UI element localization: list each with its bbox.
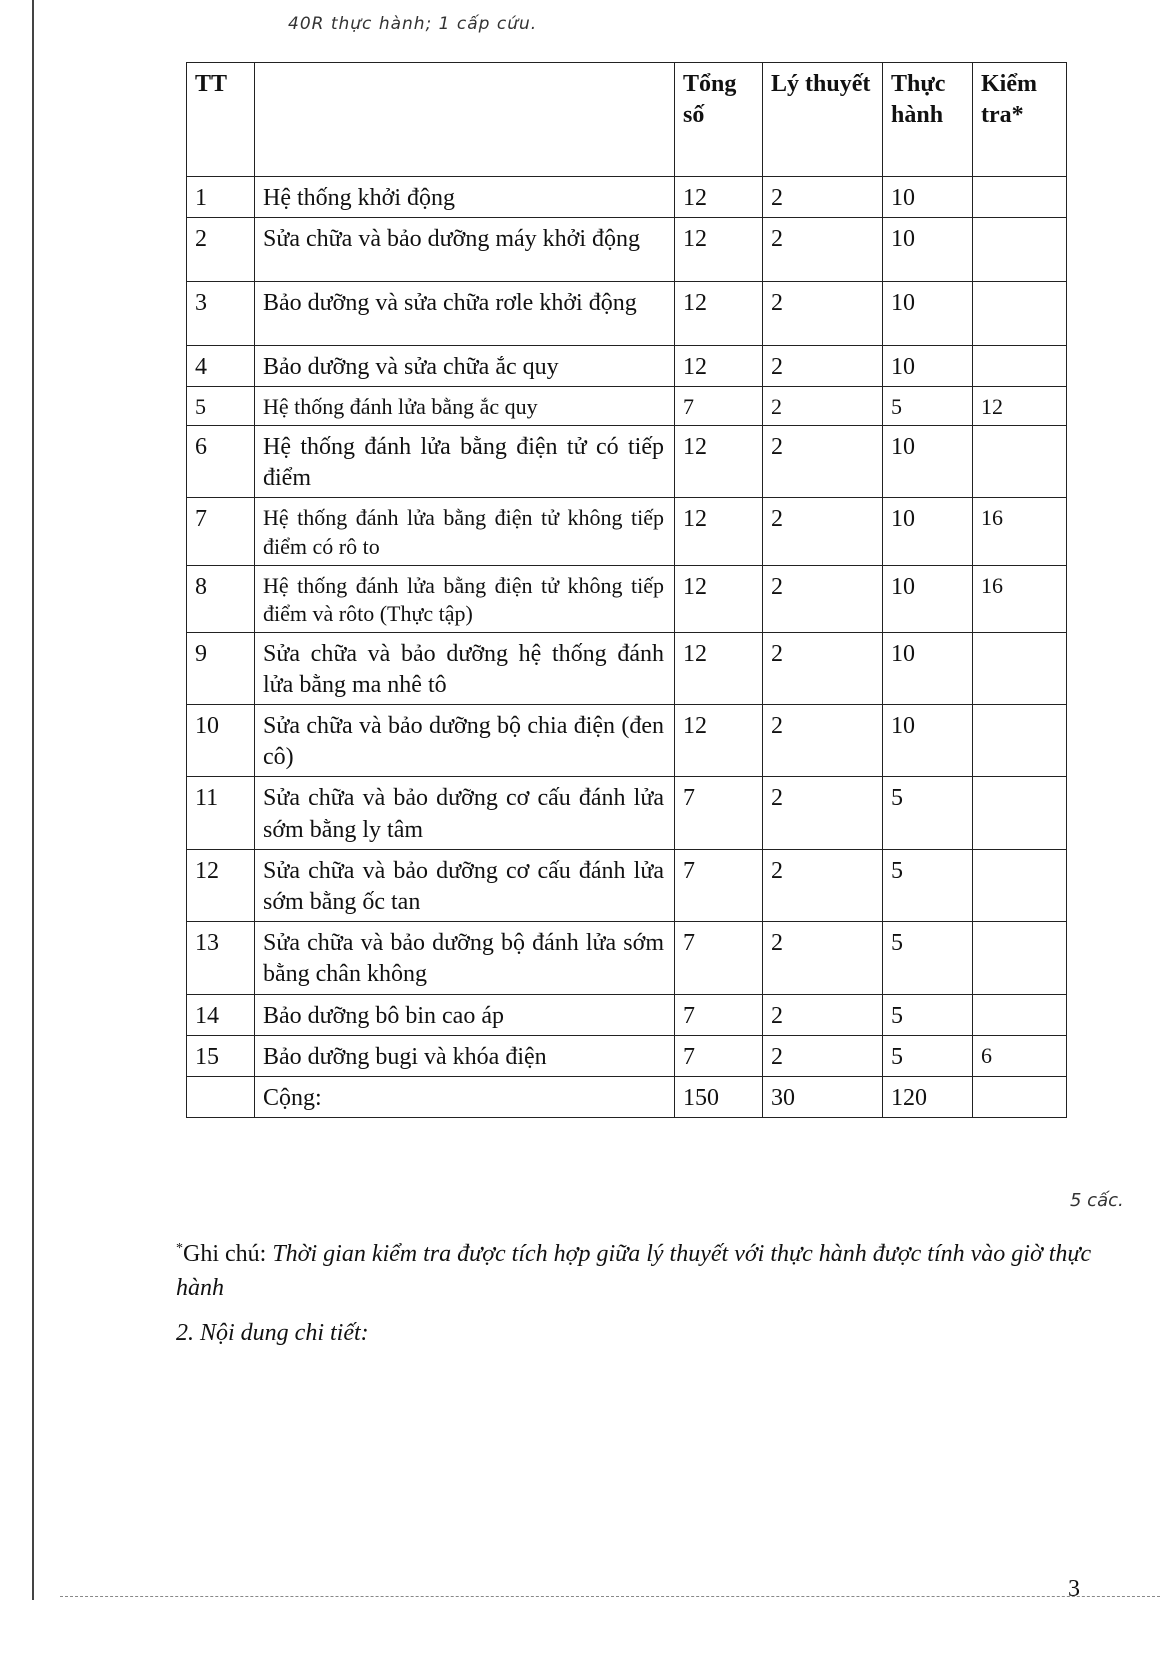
cell-kiem-tra (973, 177, 1067, 218)
cell-ly-thuyet: 2 (763, 498, 883, 565)
cell-total-thuc-hanh: 120 (883, 1076, 973, 1117)
cell-ly-thuyet: 2 (763, 994, 883, 1035)
cell-tong-so: 12 (675, 705, 763, 777)
header-name (255, 63, 675, 177)
cell-ly-thuyet: 2 (763, 777, 883, 849)
cell-ly-thuyet: 2 (763, 425, 883, 497)
cell-kiem-tra (973, 994, 1067, 1035)
cell-tong-so: 7 (675, 922, 763, 994)
cell-kiem-tra: 16 (973, 498, 1067, 565)
cell-ly-thuyet: 2 (763, 922, 883, 994)
table-header-row (187, 63, 1067, 177)
cell-ly-thuyet: 2 (763, 705, 883, 777)
cell-kiem-tra (973, 705, 1067, 777)
cell-ly-thuyet: 2 (763, 177, 883, 218)
cell-total-ly-thuyet: 30 (763, 1076, 883, 1117)
cell-tong-so: 7 (675, 387, 763, 426)
cell-name: Bảo dưỡng bugi và khóa điện (255, 1035, 675, 1076)
cell-tt: 6 (187, 425, 255, 497)
table-row (187, 565, 1067, 632)
cell-tt: 15 (187, 1035, 255, 1076)
table-row (187, 218, 1067, 282)
page-left-border (32, 0, 34, 1600)
cell-tong-so: 7 (675, 1035, 763, 1076)
table-row (187, 777, 1067, 849)
cell-ly-thuyet: 2 (763, 1035, 883, 1076)
cell-total-label: Cộng: (255, 1076, 675, 1117)
cell-ly-thuyet: 2 (763, 849, 883, 921)
cell-tt: 1 (187, 177, 255, 218)
cell-name: Hệ thống đánh lửa bằng điện tử không tiếp điểm và rôto (Thực tập) (255, 565, 675, 632)
cell-tong-so: 12 (675, 346, 763, 387)
cell-thuc-hanh: 10 (883, 282, 973, 346)
cell-thuc-hanh: 10 (883, 705, 973, 777)
cell-tt: 8 (187, 565, 255, 632)
cell-thuc-hanh: 10 (883, 346, 973, 387)
cell-tt: 4 (187, 346, 255, 387)
header-kiem-tra: Kiểm tra* (973, 63, 1067, 177)
cell-name: Sửa chữa và bảo dưỡng cơ cấu đánh lửa sớm bằng ly tâm (255, 777, 675, 849)
cell-ly-thuyet: 2 (763, 346, 883, 387)
table-row (187, 282, 1067, 346)
cell-tong-so: 12 (675, 218, 763, 282)
cell-thuc-hanh: 10 (883, 425, 973, 497)
footnote-star: * (176, 1241, 183, 1256)
cell-tt: 9 (187, 632, 255, 704)
footnote-label: Ghi chú: (183, 1241, 273, 1267)
table-row (187, 1035, 1067, 1076)
cell-kiem-tra (973, 346, 1067, 387)
page-number: 3 (1068, 1576, 1080, 1602)
cell-tong-so: 7 (675, 849, 763, 921)
table-row (187, 387, 1067, 426)
cell-kiem-tra (973, 632, 1067, 704)
cell-tong-so: 12 (675, 282, 763, 346)
cell-ly-thuyet: 2 (763, 632, 883, 704)
table-row (187, 922, 1067, 994)
header-ly-thuyet: Lý thuyết (763, 63, 883, 177)
cell-name: Sửa chữa và bảo dưỡng bộ chia điện (đen cô) (255, 705, 675, 777)
cell-kiem-tra: 6 (973, 1035, 1067, 1076)
cell-thuc-hanh: 5 (883, 994, 973, 1035)
cell-name: Hệ thống đánh lửa bằng điện tử có tiếp điểm (255, 425, 675, 497)
cell-tong-so: 12 (675, 498, 763, 565)
cell-name: Hệ thống đánh lửa bằng ắc quy (255, 387, 675, 426)
page-bottom-border (60, 1596, 1160, 1597)
table-row (187, 346, 1067, 387)
section-heading: 2. Nội dung chi tiết: (176, 1320, 369, 1346)
cell-name: Sửa chữa và bảo dưỡng hệ thống đánh lửa bằng ma nhê tô (255, 632, 675, 704)
cell-kiem-tra (973, 425, 1067, 497)
cell-tt: 11 (187, 777, 255, 849)
cell-tt: 10 (187, 705, 255, 777)
table-row (187, 498, 1067, 565)
cell-thuc-hanh: 5 (883, 777, 973, 849)
cell-name: Hệ thống khởi động (255, 177, 675, 218)
schedule-table (186, 62, 1067, 1118)
cell-tt: 13 (187, 922, 255, 994)
cell-total-tong-so: 150 (675, 1076, 763, 1117)
cell-thuc-hanh: 10 (883, 218, 973, 282)
header-tt: TT (187, 63, 255, 177)
table-row (187, 177, 1067, 218)
cell-ly-thuyet: 2 (763, 565, 883, 632)
cell-ly-thuyet: 2 (763, 387, 883, 426)
cell-name: Sửa chữa và bảo dưỡng cơ cấu đánh lửa sớm bằng ốc tan (255, 849, 675, 921)
cell-ly-thuyet: 2 (763, 218, 883, 282)
table-total-row (187, 1076, 1067, 1117)
handwritten-note-right: 5 cấc. (1070, 1190, 1124, 1211)
cell-kiem-tra (973, 777, 1067, 849)
table-row (187, 994, 1067, 1035)
cell-thuc-hanh: 10 (883, 565, 973, 632)
cell-kiem-tra (973, 282, 1067, 346)
table-row (187, 705, 1067, 777)
cell-tong-so: 12 (675, 565, 763, 632)
cell-thuc-hanh: 5 (883, 849, 973, 921)
cell-tt: 7 (187, 498, 255, 565)
footnote (176, 1238, 1096, 1305)
cell-tt: 2 (187, 218, 255, 282)
cell-tt: 3 (187, 282, 255, 346)
cell-tong-so: 12 (675, 425, 763, 497)
handwritten-note-top: 40R thực hành; 1 cấp cứu. (288, 14, 538, 34)
cell-name: Bảo dưỡng và sửa chữa rơle khởi động (255, 282, 675, 346)
cell-name: Sửa chữa và bảo dưỡng bộ đánh lửa sớm bằng chân không (255, 922, 675, 994)
cell-kiem-tra (973, 922, 1067, 994)
cell-thuc-hanh: 10 (883, 498, 973, 565)
cell-kiem-tra: 16 (973, 565, 1067, 632)
footnote-text: Thời gian kiểm tra được tích hợp giữa lý thuyết với thực hành được tính vào giờ thực hành (176, 1241, 1092, 1301)
cell-ly-thuyet: 2 (763, 282, 883, 346)
cell-thuc-hanh: 5 (883, 387, 973, 426)
table-row (187, 425, 1067, 497)
cell-kiem-tra (973, 849, 1067, 921)
header-tong-so: Tổng số (675, 63, 763, 177)
cell-kiem-tra: 12 (973, 387, 1067, 426)
cell-tong-so: 12 (675, 632, 763, 704)
cell-thuc-hanh: 5 (883, 1035, 973, 1076)
cell-tt: 5 (187, 387, 255, 426)
cell-kiem-tra (973, 218, 1067, 282)
cell-thuc-hanh: 5 (883, 922, 973, 994)
cell-tong-so: 7 (675, 777, 763, 849)
cell-tt: 14 (187, 994, 255, 1035)
cell-thuc-hanh: 10 (883, 177, 973, 218)
header-thuc-hanh: Thực hành (883, 63, 973, 177)
cell-name: Hệ thống đánh lửa bằng điện tử không tiếp điểm có rô to (255, 498, 675, 565)
table-row (187, 849, 1067, 921)
cell-tt (187, 1076, 255, 1117)
cell-tong-so: 12 (675, 177, 763, 218)
cell-tong-so: 7 (675, 994, 763, 1035)
cell-thuc-hanh: 10 (883, 632, 973, 704)
cell-name: Bảo dưỡng và sửa chữa ắc quy (255, 346, 675, 387)
cell-total-kiem-tra (973, 1076, 1067, 1117)
table-row (187, 632, 1067, 704)
cell-name: Bảo dưỡng bô bin cao áp (255, 994, 675, 1035)
cell-name: Sửa chữa và bảo dưỡng máy khởi động (255, 218, 675, 282)
cell-tt: 12 (187, 849, 255, 921)
